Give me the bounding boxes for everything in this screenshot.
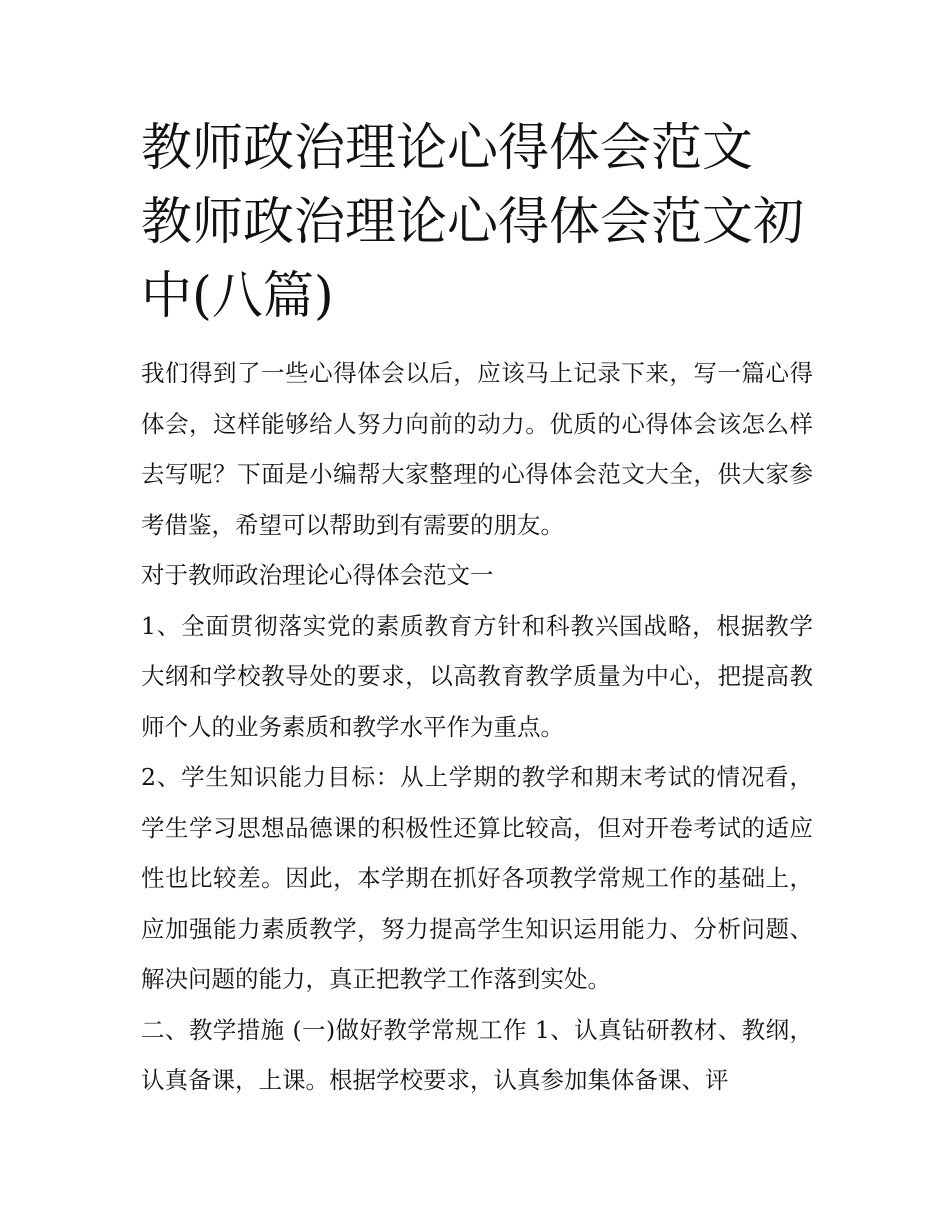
intro-paragraph: 我们得到了一些心得体会以后，应该马上记录下来，写一篇心得体会，这样能够给人努力向前的动力。优质的心得体会该怎么样去写呢？下面是小编帮大家整理的心得体会范文大全，供大家参考借鉴，希望可以帮助到有需要的朋友。	[141, 359, 813, 539]
paragraph-item-1: 1、全面贯彻落实党的素质教育方针和科教兴国战略，根据教学大纲和学校教导处的要求，以高教育教学质量为中心，把提高教师个人的业务素质和教学水平作为重点。	[141, 611, 813, 741]
paragraph-item-2: 2、学生知识能力目标：从上学期的教学和期末考试的情况看，学生学习思想品德课的积极性还算比较高，但对开卷考试的适应性也比较差。因此，本学期在抓好各项教学常规工作的基础上，应加强能力素质教学，努力提高学生知识运用能力、分析问题、解决问题的能力，真正把教学工作落到实处。	[141, 763, 813, 993]
document-page	[141, 112, 813, 1106]
document-title: 教师政治理论心得体会范文 教师政治理论心得体会范文初中(八篇)	[141, 119, 805, 326]
paragraph-teaching-measures: 二、教学措施 (一)做好教学常规工作 1、认真钻研教材、教纲，认真备课，上课。根据学校要求，认真参加集体备课、评	[141, 1015, 813, 1094]
section-heading: 对于教师政治理论心得体会范文一	[141, 561, 494, 589]
